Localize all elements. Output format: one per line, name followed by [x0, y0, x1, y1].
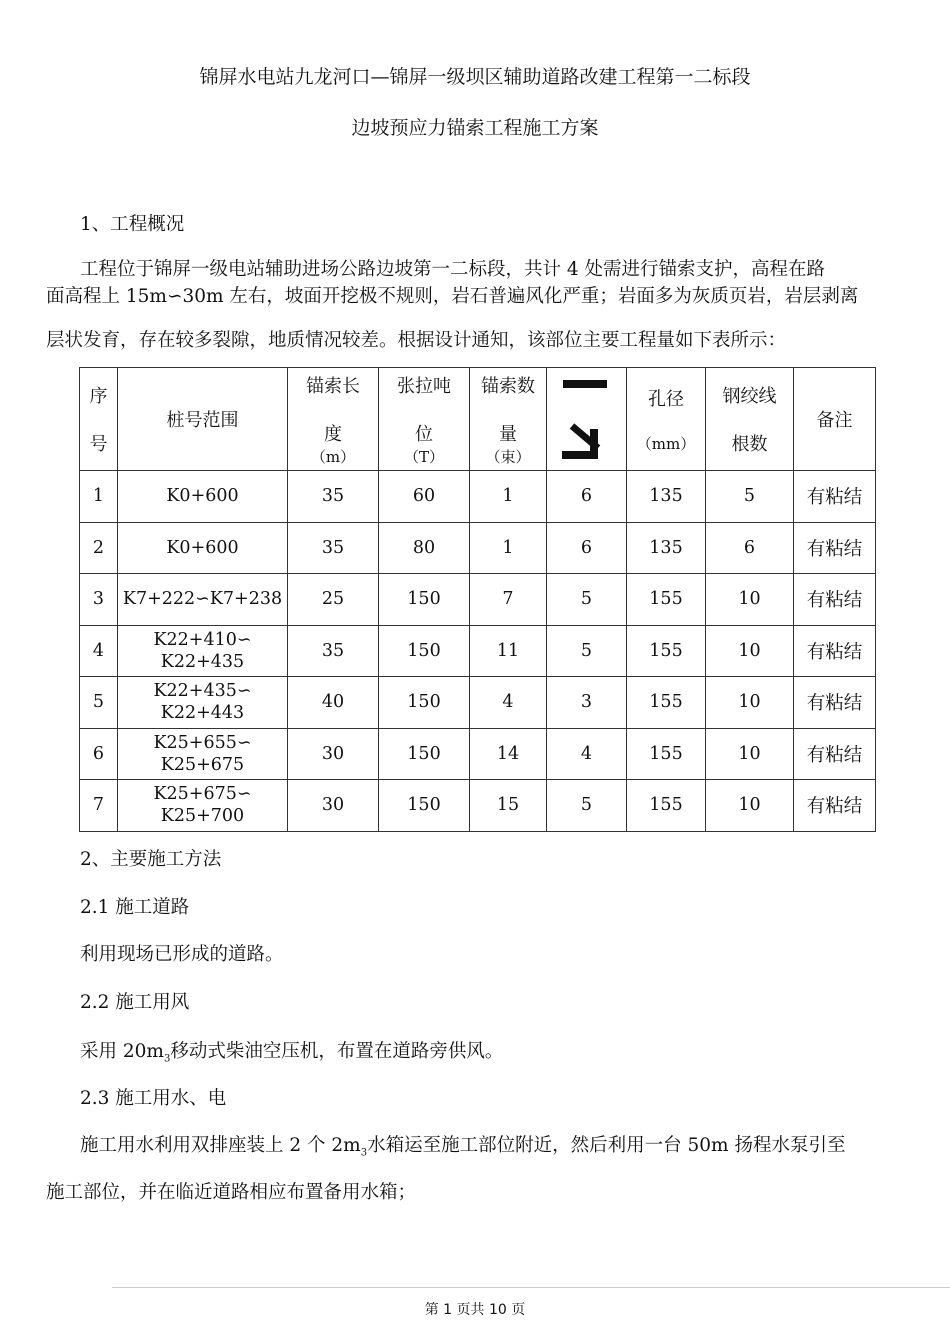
cell-col6: 4 — [547, 728, 627, 780]
table-row — [80, 574, 876, 626]
anchor-quantity-table — [79, 367, 876, 832]
cell-strands: 10 — [706, 780, 794, 832]
cell-note: 有粘结 — [794, 471, 876, 523]
header-seq-a: 序 — [89, 386, 108, 407]
cell-range-b: K25+700 — [160, 806, 245, 827]
cell-quantity: 1 — [470, 522, 547, 574]
header-hole-a: 孔径 — [648, 388, 684, 410]
footer-divider — [112, 1287, 950, 1288]
cell-no: 3 — [80, 574, 118, 626]
cell-range-b: K22+443 — [160, 703, 245, 724]
cell-range-a: K0+600 — [166, 537, 239, 558]
cell-hole: 155 — [627, 728, 706, 780]
cell-length: 35 — [288, 625, 379, 677]
cell-strands: 10 — [706, 728, 794, 780]
cell-tension: 150 — [379, 728, 470, 780]
document-title-line2: 边坡预应力锚索工程施工方案 — [351, 117, 599, 139]
header-seq — [80, 368, 118, 471]
header-range: 桩号范围 — [118, 368, 288, 471]
cell-no: 5 — [80, 677, 118, 729]
cell-tension: 60 — [379, 471, 470, 523]
cell-hole: 135 — [627, 522, 706, 574]
cell-note: 有粘结 — [794, 522, 876, 574]
cell-length: 25 — [288, 574, 379, 626]
cell-quantity: 15 — [470, 780, 547, 832]
cell-quantity: 14 — [470, 728, 547, 780]
cell-tension: 150 — [379, 780, 470, 832]
table-row — [80, 625, 876, 677]
section2-2-sub: 3 — [163, 1053, 171, 1065]
cell-col6: 5 — [547, 574, 627, 626]
cell-quantity: 4 — [470, 677, 547, 729]
cell-note: 有粘结 — [794, 677, 876, 729]
cell-note: 有粘结 — [794, 728, 876, 780]
section2-2-text — [80, 1037, 503, 1065]
header-strands-a: 钢绞线 — [722, 386, 777, 407]
cell-strands: 5 — [706, 471, 794, 523]
section2-1-heading: 2.1 施工道路 — [80, 897, 190, 918]
section2-2-text-b: 移动式柴油空压机，布置在道路旁供风。 — [170, 1041, 504, 1062]
cell-length: 30 — [288, 780, 379, 832]
cell-hole: 155 — [627, 780, 706, 832]
cell-length: 30 — [288, 728, 379, 780]
cell-note: 有粘结 — [794, 574, 876, 626]
cell-quantity: 7 — [470, 574, 547, 626]
header-tension — [379, 368, 470, 471]
table-row — [80, 522, 876, 574]
cell-tension: 150 — [379, 625, 470, 677]
cell-range-a: K7+222∽K7+238 — [122, 589, 283, 610]
cell-tension: 150 — [379, 677, 470, 729]
cell-note: 有粘结 — [794, 625, 876, 677]
cell-no: 6 — [80, 728, 118, 780]
cell-no: 2 — [80, 522, 118, 574]
table-body — [80, 471, 876, 832]
section2-3-line1-a: 施工用水利用双排座装上 2 个 2m — [80, 1135, 361, 1156]
header-quantity — [470, 368, 547, 471]
cell-range — [118, 728, 288, 780]
header-length-b: 度 — [324, 423, 342, 445]
table-header-row — [80, 368, 876, 471]
header-strands — [706, 368, 794, 471]
cell-range-a: K22+410∽ — [153, 629, 252, 650]
cell-col6: 5 — [547, 625, 627, 677]
cell-col6: 6 — [547, 522, 627, 574]
header-length-a: 锚索长 — [306, 375, 360, 397]
cell-range — [118, 574, 288, 626]
table-row — [80, 728, 876, 780]
cell-hole: 135 — [627, 471, 706, 523]
header-tension-b: 位 — [415, 423, 433, 445]
header-strands-b: 根数 — [731, 434, 768, 455]
cell-range — [118, 471, 288, 523]
header-note: 备注 — [794, 368, 876, 471]
header-quantity-b: 量 — [499, 423, 517, 445]
cell-no: 1 — [80, 471, 118, 523]
section2-3-heading: 2.3 施工用水、电 — [80, 1088, 227, 1109]
cell-strands: 6 — [706, 522, 794, 574]
section2-3-line1-b: 水箱运至施工部位附近，然后利用一台 50m 扬程水泵引至 — [367, 1135, 846, 1156]
cell-hole: 155 — [627, 625, 706, 677]
section1-para-line3: 层状发育，存在较多裂隙，地质情况较差。根据设计通知，该部位主要工程量如下表所示： — [46, 330, 787, 351]
cell-col6: 3 — [547, 677, 627, 729]
cell-col6: 5 — [547, 780, 627, 832]
cell-range-b: K25+675 — [160, 754, 245, 775]
cell-length: 35 — [288, 471, 379, 523]
cell-range — [118, 522, 288, 574]
section1-para-line1: 工程位于锦屏一级电站辅助进场公路边坡第一二标段，共计 4 处需进行锚索支护，高程在路 — [80, 259, 826, 280]
header-seq-b: 号 — [89, 434, 108, 455]
section2-2-text-a: 采用 20m — [80, 1041, 164, 1062]
header-hole — [627, 368, 706, 471]
table-row — [80, 780, 876, 832]
table-row — [80, 677, 876, 729]
table-row — [80, 471, 876, 523]
header-quantity-unit: （束） — [485, 447, 531, 466]
cell-note: 有粘结 — [794, 780, 876, 832]
cell-tension: 80 — [379, 522, 470, 574]
cell-range — [118, 677, 288, 729]
cell-range-a: K25+655∽ — [153, 732, 252, 753]
cell-hole: 155 — [627, 677, 706, 729]
section2-3-sub: 3 — [360, 1147, 368, 1159]
cell-range — [118, 625, 288, 677]
cell-hole: 155 — [627, 574, 706, 626]
cell-no: 4 — [80, 625, 118, 677]
cell-quantity: 11 — [470, 625, 547, 677]
cell-strands: 10 — [706, 625, 794, 677]
section2-1-text: 利用现场已形成的道路。 — [80, 944, 284, 965]
header-quantity-a: 锚索数 — [481, 375, 535, 397]
cell-strands: 10 — [706, 677, 794, 729]
header-length-unit: （m） — [310, 447, 356, 466]
section2-3-line1 — [80, 1131, 845, 1159]
document-title-line1: 锦屏水电站九龙河口—锦屏一级坝区辅助道路改建工程第一二标段 — [199, 66, 751, 88]
cell-length: 40 — [288, 677, 379, 729]
header-length — [288, 368, 379, 471]
cell-length: 35 — [288, 522, 379, 574]
cell-range-a: K25+675∽ — [153, 784, 252, 805]
cell-range — [118, 780, 288, 832]
cell-col6: 6 — [547, 471, 627, 523]
section2-heading: 2、主要施工方法 — [80, 849, 222, 870]
cell-range-a: K22+435∽ — [153, 681, 252, 702]
section2-3-line2: 施工部位，并在临近道路相应布置备用水箱； — [46, 1182, 417, 1203]
cell-quantity: 1 — [470, 471, 547, 523]
cell-no: 7 — [80, 780, 118, 832]
cell-range-a: K0+600 — [166, 486, 239, 507]
section2-2-heading: 2.2 施工用风 — [80, 992, 190, 1013]
section1-heading: 1、工程概况 — [80, 214, 185, 235]
cell-strands: 10 — [706, 574, 794, 626]
section1-para-line2: 面高程上 15m∽30m 左右，坡面开挖极不规则，岩石普遍风化严重；岩面多为灰质页岩，岩层剥离 — [46, 286, 859, 307]
page-footer: 第 1 页共 10 页 — [424, 1302, 526, 1318]
cell-range-b: K22+435 — [160, 651, 245, 672]
corrupted-header-glyph-icon — [562, 374, 612, 460]
header-col6-glyph — [547, 368, 627, 471]
header-tension-a: 张拉吨 — [397, 375, 451, 397]
header-tension-unit: （T） — [403, 447, 444, 466]
cell-tension: 150 — [379, 574, 470, 626]
header-hole-unit: （mm） — [636, 434, 696, 453]
